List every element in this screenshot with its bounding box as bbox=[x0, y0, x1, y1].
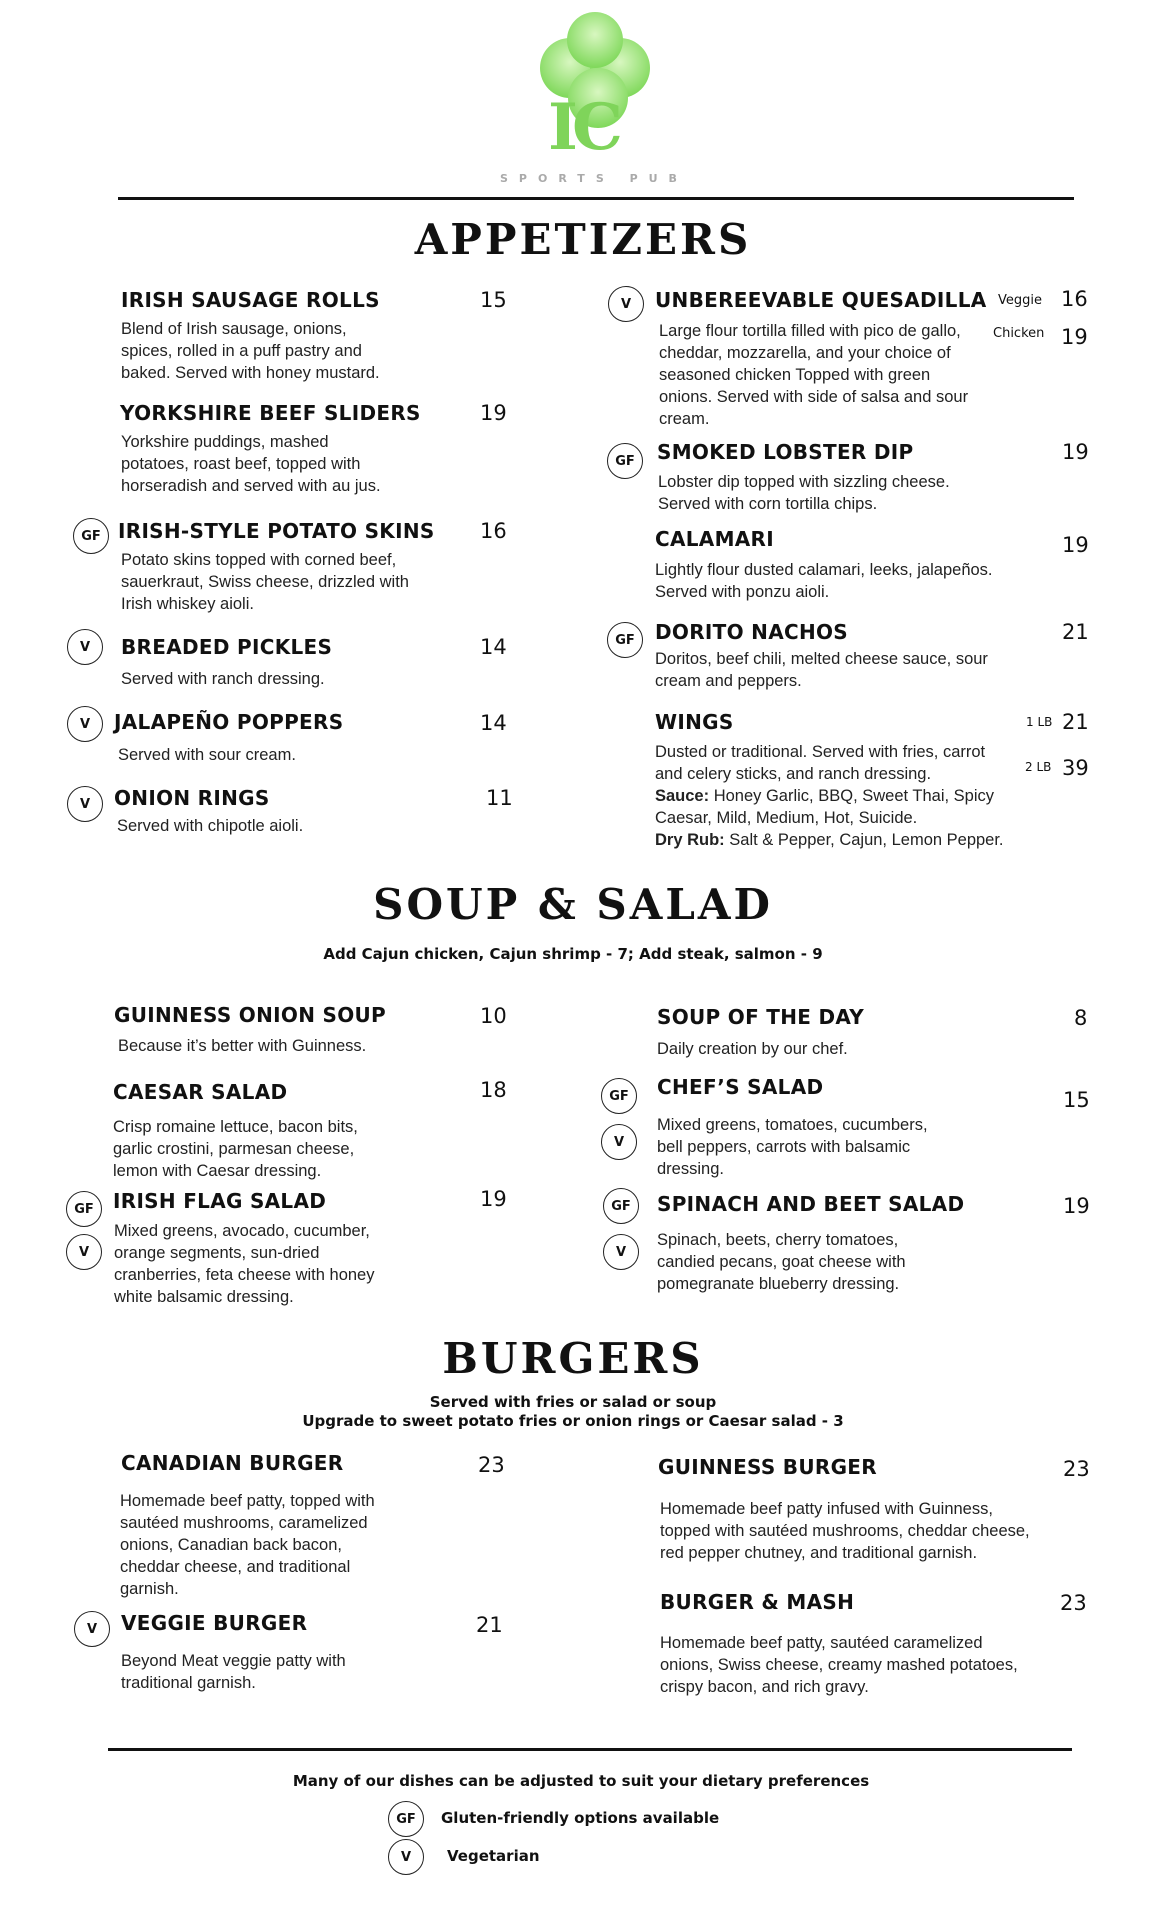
item-name: IRISH FLAG SALAD bbox=[113, 1189, 327, 1213]
item-name: SPINACH AND BEET SALAD bbox=[657, 1192, 965, 1216]
item-price: 18 bbox=[480, 1078, 507, 1102]
gluten-free-badge: GF bbox=[66, 1191, 102, 1227]
gluten-free-badge: GF bbox=[601, 1078, 637, 1114]
item-price: 15 bbox=[480, 288, 507, 312]
vegetarian-badge: V bbox=[388, 1839, 424, 1875]
item-price: 11 bbox=[486, 786, 513, 810]
gluten-free-badge: GF bbox=[603, 1188, 639, 1224]
option-label: Chicken bbox=[993, 326, 1045, 341]
item-price: 19 bbox=[1063, 1194, 1090, 1218]
section-note: Served with fries or salad or soup bbox=[429, 1393, 717, 1411]
item-name: IRISH SAUSAGE ROLLS bbox=[121, 288, 380, 312]
option-label: 2 LB bbox=[1025, 760, 1052, 774]
section-note: Add Cajun chicken, Cajun shrimp - 7; Add steak, salmon - 9 bbox=[323, 945, 823, 963]
item-description: Blend of Irish sausage, onions, spices, rolled in a puff pastry and baked. Served with honey mustard. bbox=[121, 320, 380, 382]
logo bbox=[500, 10, 688, 190]
item-description: Mixed greens, avocado, cucumber, orange segments, sun-dried cranberries, feta cheese with honey white balsamic dressing. bbox=[114, 1222, 375, 1306]
gluten-free-badge: GF bbox=[73, 518, 109, 554]
item-description: Spinach, beets, cherry tomatoes, candied pecans, goat cheese with pomegranate blueberry dressing. bbox=[657, 1231, 906, 1293]
item-price: 23 bbox=[1060, 1591, 1087, 1615]
item-name: BREADED PICKLES bbox=[121, 635, 333, 659]
item-name: IRISH-STYLE POTATO SKINS bbox=[118, 519, 435, 543]
item-price: 10 bbox=[480, 1004, 507, 1028]
vegetarian-badge: V bbox=[66, 1234, 102, 1270]
item-price: 21 bbox=[476, 1613, 503, 1637]
item-description: Homemade beef patty infused with Guinness, topped with sautéed mushrooms, cheddar cheese, red pepper chutney, and traditional garnish. bbox=[660, 1500, 1030, 1562]
item-price: 39 bbox=[1062, 756, 1089, 780]
item-description: Served with ranch dressing. bbox=[121, 670, 325, 688]
item-description: Large flour tortilla filled with pico de gallo, cheddar, mozzarella, and your choice of seasoned chicken Topped with green onions. Served with side of salsa and sour cream. bbox=[659, 322, 969, 428]
item-name: JALAPEÑO POPPERS bbox=[114, 710, 344, 734]
item-name: CHEF’S SALAD bbox=[657, 1075, 824, 1099]
logo-initials: IC bbox=[548, 90, 617, 165]
item-price: 16 bbox=[1061, 287, 1088, 311]
gluten-free-badge: GF bbox=[388, 1801, 424, 1837]
item-price: 23 bbox=[478, 1453, 505, 1477]
item-price: 19 bbox=[480, 401, 507, 425]
item-description: Mixed greens, tomatoes, cucumbers, bell peppers, carrots with balsamic dressing. bbox=[657, 1116, 928, 1178]
section-title-soup-salad: SOUP & SALAD bbox=[373, 880, 773, 929]
item-price: 23 bbox=[1063, 1457, 1090, 1481]
item-description: Potato skins topped with corned beef, sauerkraut, Swiss cheese, drizzled with Irish whiskey aioli. bbox=[121, 551, 409, 613]
footer-note: Many of our dishes can be adjusted to suit your dietary preferences bbox=[292, 1772, 870, 1790]
option-label: 1 LB bbox=[1026, 715, 1053, 729]
section-note: Upgrade to sweet potato fries or onion rings or Caesar salad - 3 bbox=[302, 1412, 844, 1430]
item-name: DORITO NACHOS bbox=[655, 620, 848, 644]
item-description: Served with chipotle aioli. bbox=[117, 817, 304, 835]
vegetarian-badge: V bbox=[601, 1124, 637, 1160]
item-name: YORKSHIRE BEEF SLIDERS bbox=[120, 401, 421, 425]
item-description: Because it’s better with Guinness. bbox=[118, 1037, 367, 1055]
vegetarian-badge: V bbox=[603, 1234, 639, 1270]
vegetarian-badge: V bbox=[67, 786, 103, 822]
item-name: ONION RINGS bbox=[114, 786, 270, 810]
item-name: CALAMARI bbox=[655, 527, 775, 551]
item-name: CANADIAN BURGER bbox=[121, 1451, 344, 1475]
item-price: 14 bbox=[480, 635, 507, 659]
item-price: 14 bbox=[480, 711, 507, 735]
gluten-free-badge: GF bbox=[607, 622, 643, 658]
item-name: SMOKED LOBSTER DIP bbox=[657, 440, 914, 464]
item-description: Homemade beef patty, sautéed caramelized onions, Swiss cheese, creamy mashed potatoes, crispy bacon, and rich gravy. bbox=[660, 1634, 1018, 1696]
item-description: Homemade beef patty, topped with sautéed mushrooms, caramelized onions, Canadian back bacon, cheddar cheese, and traditional garnish. bbox=[120, 1492, 375, 1598]
item-description: Lobster dip topped with sizzling cheese. Served with corn tortilla chips. bbox=[658, 473, 950, 513]
item-description: Crisp romaine lettuce, bacon bits, garlic crostini, parmesan cheese, lemon with Caesar dressing. bbox=[113, 1118, 358, 1180]
item-name: SOUP OF THE DAY bbox=[657, 1005, 865, 1029]
section-title-burgers: BURGERS bbox=[442, 1334, 704, 1383]
bottom-divider bbox=[108, 1748, 1072, 1751]
item-name: CAESAR SALAD bbox=[113, 1080, 288, 1104]
legend-v-label: Vegetarian bbox=[447, 1847, 540, 1865]
item-description: Served with sour cream. bbox=[118, 746, 296, 764]
vegetarian-badge: V bbox=[74, 1611, 110, 1647]
top-divider bbox=[118, 197, 1074, 200]
item-name: GUINNESS BURGER bbox=[658, 1455, 877, 1479]
vegetarian-badge: V bbox=[608, 286, 644, 322]
item-description: Dusted or traditional. Served with fries, carrot and celery sticks, and ranch dressing. Sauce: Honey Garlic, BBQ, Sweet Thai, Spicy Caesar, Mild, Medium, Hot, Suicide. Dry Rub: Salt & Pepper, Cajun, Lemon Pepper. bbox=[655, 743, 1004, 849]
item-description: Beyond Meat veggie patty with traditional garnish. bbox=[121, 1652, 346, 1692]
item-price: 21 bbox=[1062, 620, 1089, 644]
item-price: 19 bbox=[1062, 533, 1089, 557]
item-price: 19 bbox=[1061, 325, 1088, 349]
item-name: VEGGIE BURGER bbox=[121, 1611, 308, 1635]
item-description: Yorkshire puddings, mashed potatoes, roast beef, topped with horseradish and served with au jus. bbox=[121, 433, 381, 495]
item-name: UNBEREEVABLE QUESADILLA bbox=[655, 288, 987, 312]
section-title-appetizers: APPETIZERS bbox=[414, 215, 752, 264]
item-price: 15 bbox=[1063, 1088, 1090, 1112]
logo-subtitle: SPORTS PUB bbox=[500, 172, 688, 185]
item-price: 16 bbox=[480, 519, 507, 543]
item-description: Lightly flour dusted calamari, leeks, jalapeños. Served with ponzu aioli. bbox=[655, 561, 993, 601]
item-price: 21 bbox=[1062, 710, 1089, 734]
vegetarian-badge: V bbox=[67, 706, 103, 742]
option-label: Veggie bbox=[998, 293, 1042, 308]
item-price: 19 bbox=[1062, 440, 1089, 464]
item-name: WINGS bbox=[655, 710, 734, 734]
vegetarian-badge: V bbox=[67, 629, 103, 665]
item-description: Doritos, beef chili, melted cheese sauce, sour cream and peppers. bbox=[655, 650, 988, 690]
item-description: Daily creation by our chef. bbox=[657, 1040, 848, 1058]
item-price: 8 bbox=[1074, 1006, 1088, 1030]
item-name: BURGER & MASH bbox=[660, 1590, 855, 1614]
gluten-free-badge: GF bbox=[607, 443, 643, 479]
item-price: 19 bbox=[480, 1187, 507, 1211]
item-name: GUINNESS ONION SOUP bbox=[114, 1003, 386, 1027]
legend-gf-label: Gluten-friendly options available bbox=[441, 1809, 720, 1827]
